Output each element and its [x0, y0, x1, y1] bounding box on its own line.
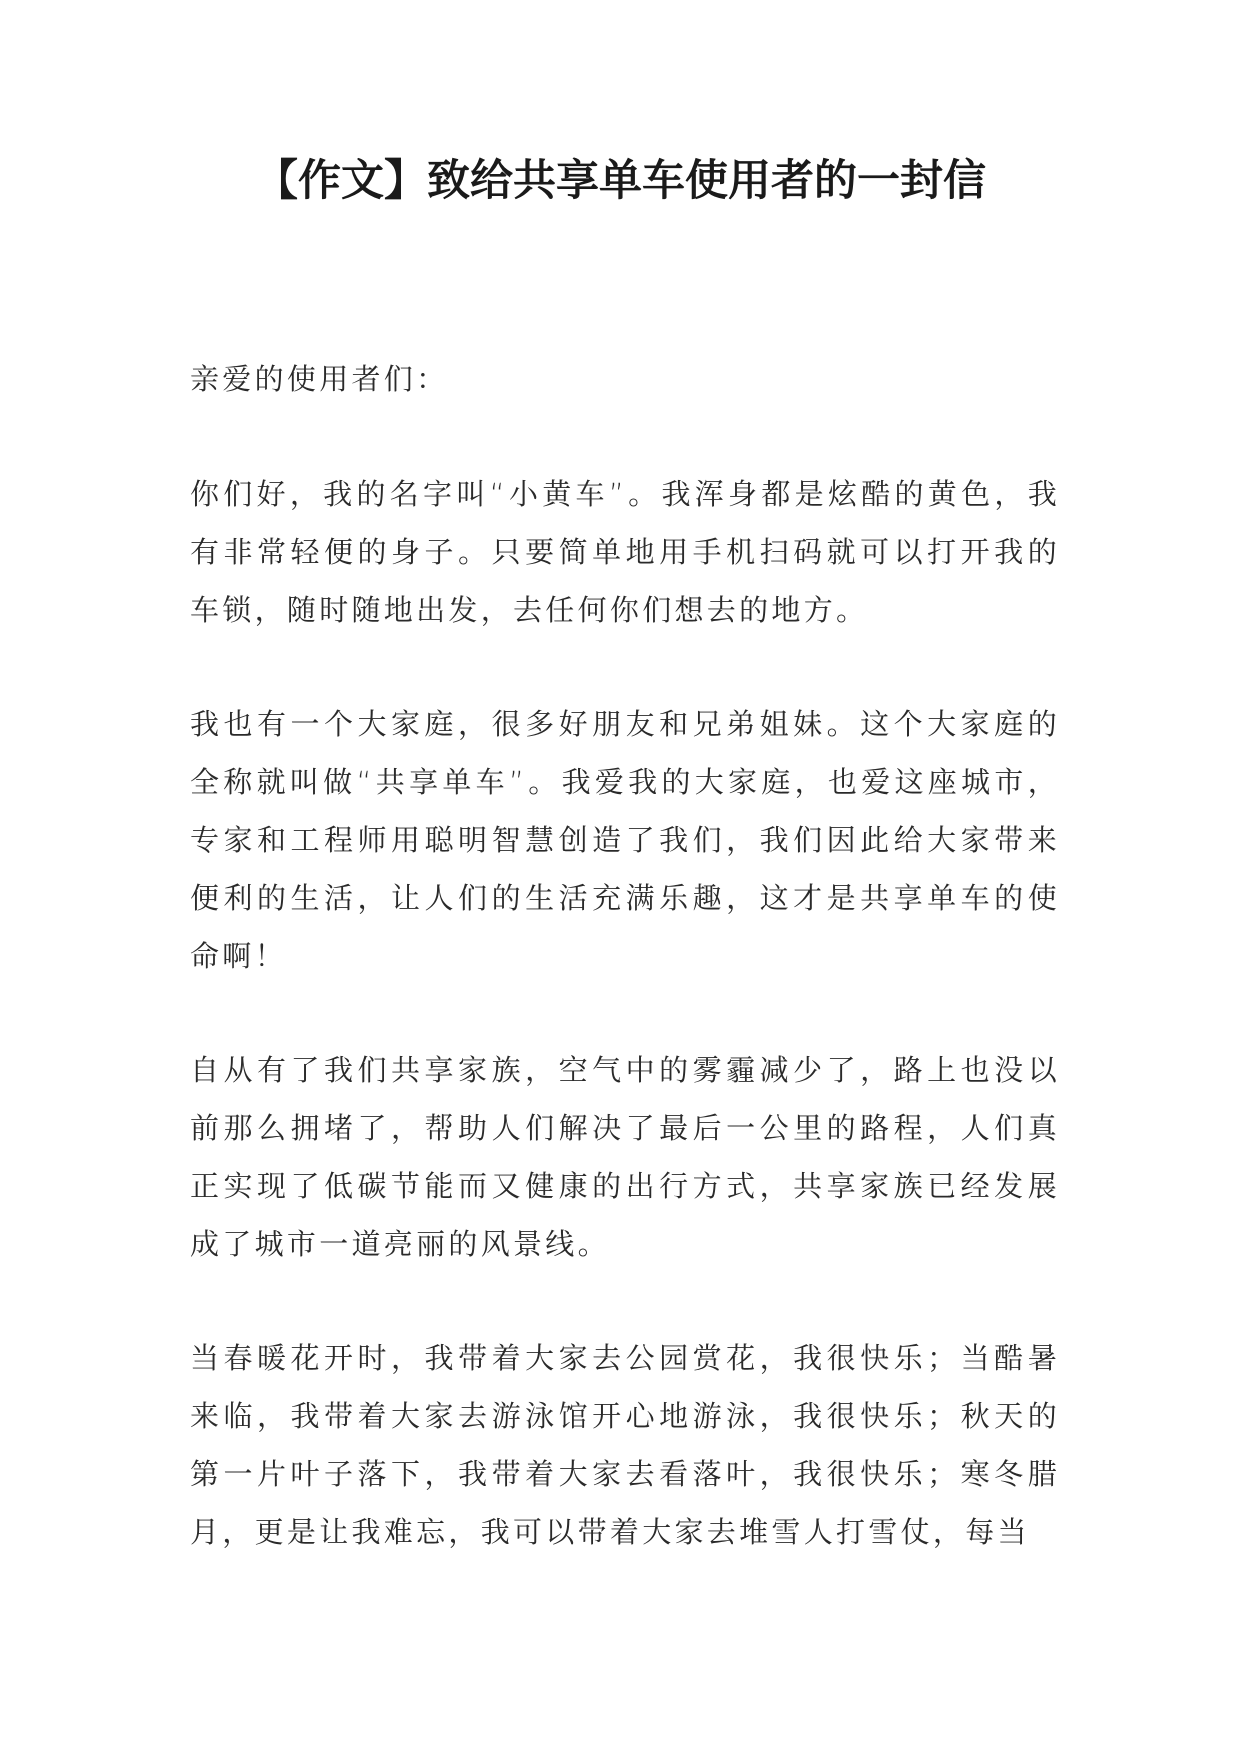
- greeting: 亲爱的使用者们：: [190, 362, 449, 396]
- document-title: 【作文】致给共享单车使用者的一封信: [255, 156, 986, 206]
- paragraph-3: 自从有了我们共享家族，空气中的雾霾减少了，路上也没以前那么拥堵了，帮助人们解决了最后一公里的路程，人们真正实现了低碳节能而又健康的出行方式，共享家族已经发展成了城市一道亮丽的风景线。: [190, 1053, 1060, 1261]
- paragraph-1: 你们好，我的名字叫“小黄车”。我浑身都是炫酷的黄色，我有非常轻便的身子。只要简单地用手机扫码就可以打开我的车锁，随时随地出发，去任何你们想去的地方。: [190, 477, 1060, 627]
- document-body: [190, 350, 1060, 1561]
- paragraph-2: 我也有一个大家庭，很多好朋友和兄弟姐妹。这个大家庭的全称就叫做“共享单车”。我爱我的大家庭，也爱这座城市，专家和工程师用聪明智慧创造了我们，我们因此给大家带来便利的生活，让人们的生活充满乐趣，这才是共享单车的使命啊！: [190, 707, 1060, 973]
- paragraph-4: 当春暖花开时，我带着大家去公园赏花，我很快乐；当酷暑来临，我带着大家去游泳馆开心地游泳，我很快乐；秋天的第一片叶子落下，我带着大家去看落叶，我很快乐；寒冬腊月，更是让我难忘，我可以带着大家去堆雪人打雪仗，每当: [190, 1341, 1060, 1549]
